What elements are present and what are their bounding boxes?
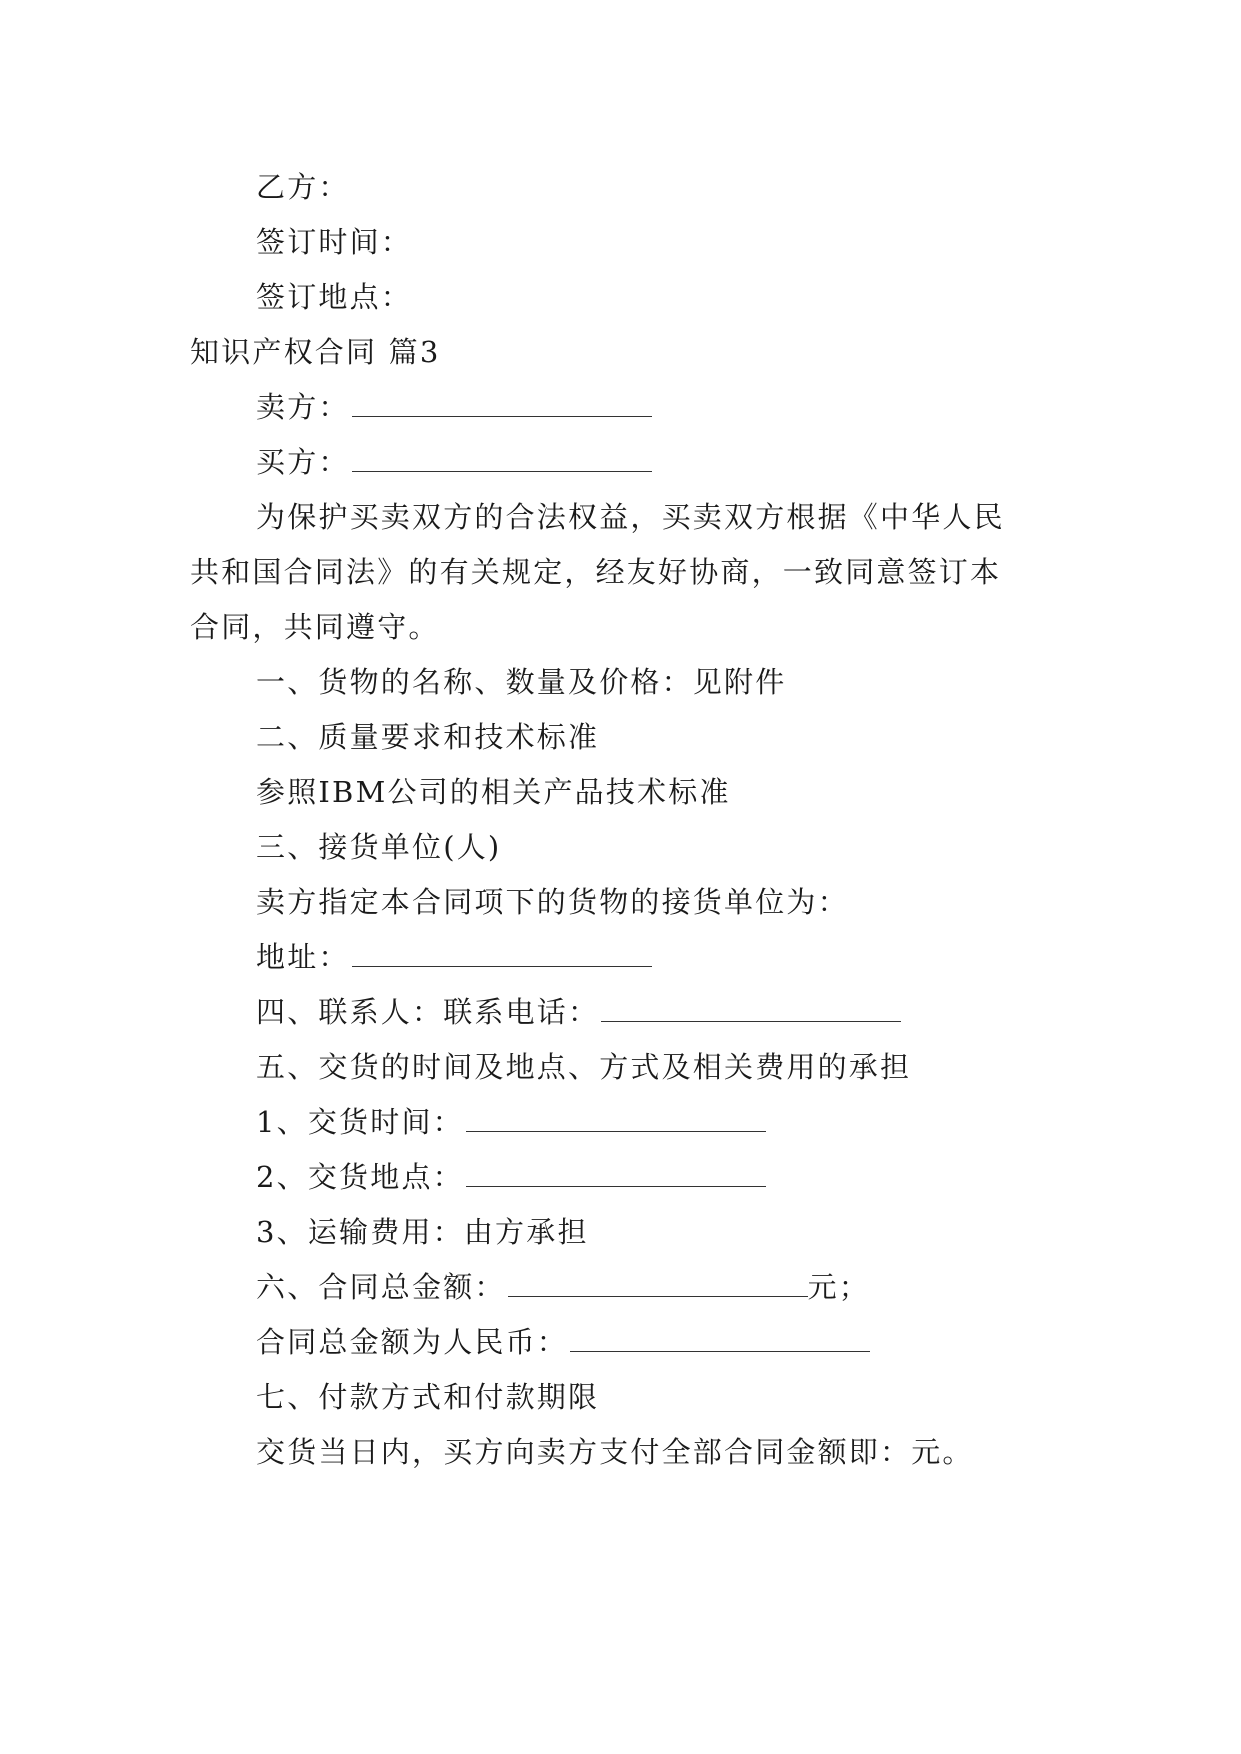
transport-cost-line — [256, 1212, 589, 1252]
rmb-amount-blank — [570, 1323, 870, 1352]
payment-line — [256, 1432, 974, 1472]
signing-time-line — [256, 222, 412, 262]
seller-line — [256, 387, 652, 427]
clause-2-text: 二、质量要求和技术标准 — [256, 720, 600, 754]
buyer-line — [256, 442, 652, 482]
clause-6 — [256, 1267, 870, 1307]
clause-5 — [256, 1047, 911, 1087]
section-heading — [190, 332, 440, 372]
clause-1-text: 一、货物的名称、数量及价格：见附件 — [256, 665, 787, 699]
clause-4-text: 四、联系人：联系电话： — [256, 995, 600, 1029]
clause-2-detail — [256, 772, 731, 812]
delivery-time-blank — [466, 1103, 766, 1132]
paragraph-text: 为保护买卖双方的合法权益，买卖双方根据《中华人民 — [256, 500, 1005, 534]
rmb-amount-label: 合同总金额为人民币： — [256, 1325, 569, 1359]
clause-3-text: 三、接货单位(人) — [256, 830, 502, 864]
signing-place-line — [256, 277, 412, 317]
paragraph-line — [256, 497, 1005, 537]
delivery-place-blank — [466, 1158, 766, 1187]
rmb-amount-line — [256, 1322, 870, 1362]
clause-5-text: 五、交货的时间及地点、方式及相关费用的承担 — [256, 1050, 912, 1084]
clause-3-detail — [256, 882, 849, 922]
clause-4 — [256, 992, 901, 1032]
clause-7-text: 七、付款方式和付款期限 — [256, 1380, 600, 1414]
transport-cost-text: 3、运输费用：由方承担 — [256, 1215, 589, 1249]
buyer-label: 买方： — [256, 445, 350, 479]
paragraph-text: 共和国合同法》的有关规定，经友好协商，一致同意签订本 — [190, 555, 1002, 589]
section-heading-text: 知识产权合同 篇3 — [190, 335, 441, 369]
delivery-time-line — [256, 1102, 766, 1142]
buyer-blank — [352, 443, 652, 472]
address-blank — [352, 938, 652, 967]
address-label: 地址： — [256, 940, 350, 974]
clause-6-label: 六、合同总金额： — [256, 1270, 506, 1304]
address-line — [256, 937, 652, 977]
paragraph-line — [190, 607, 440, 647]
clause-3-detail-text: 卖方指定本合同项下的货物的接货单位为： — [256, 885, 849, 919]
paragraph-text: 合同，共同遵守。 — [190, 610, 440, 644]
delivery-time-label: 1、交货时间： — [256, 1105, 464, 1139]
party-b-label: 乙方： — [256, 170, 350, 204]
currency-unit: 元； — [807, 1270, 871, 1304]
total-amount-blank — [508, 1268, 808, 1297]
payment-text: 交货当日内，买方向卖方支付全部合同金额即：元。 — [256, 1435, 974, 1469]
clause-2 — [256, 717, 599, 757]
clause-1 — [256, 662, 786, 702]
paragraph-line — [190, 552, 1001, 592]
clause-2-detail-text: 参照IBM公司的相关产品技术标准 — [256, 775, 731, 809]
signing-time-label: 签订时间： — [256, 225, 413, 259]
seller-label: 卖方： — [256, 390, 350, 424]
delivery-place-label: 2、交货地点： — [256, 1160, 464, 1194]
clause-7 — [256, 1377, 599, 1417]
signing-place-label: 签订地点： — [256, 280, 413, 314]
delivery-place-line — [256, 1157, 766, 1197]
seller-blank — [352, 388, 652, 417]
party-b-line — [256, 167, 350, 207]
phone-blank — [601, 993, 901, 1022]
clause-3 — [256, 827, 501, 867]
